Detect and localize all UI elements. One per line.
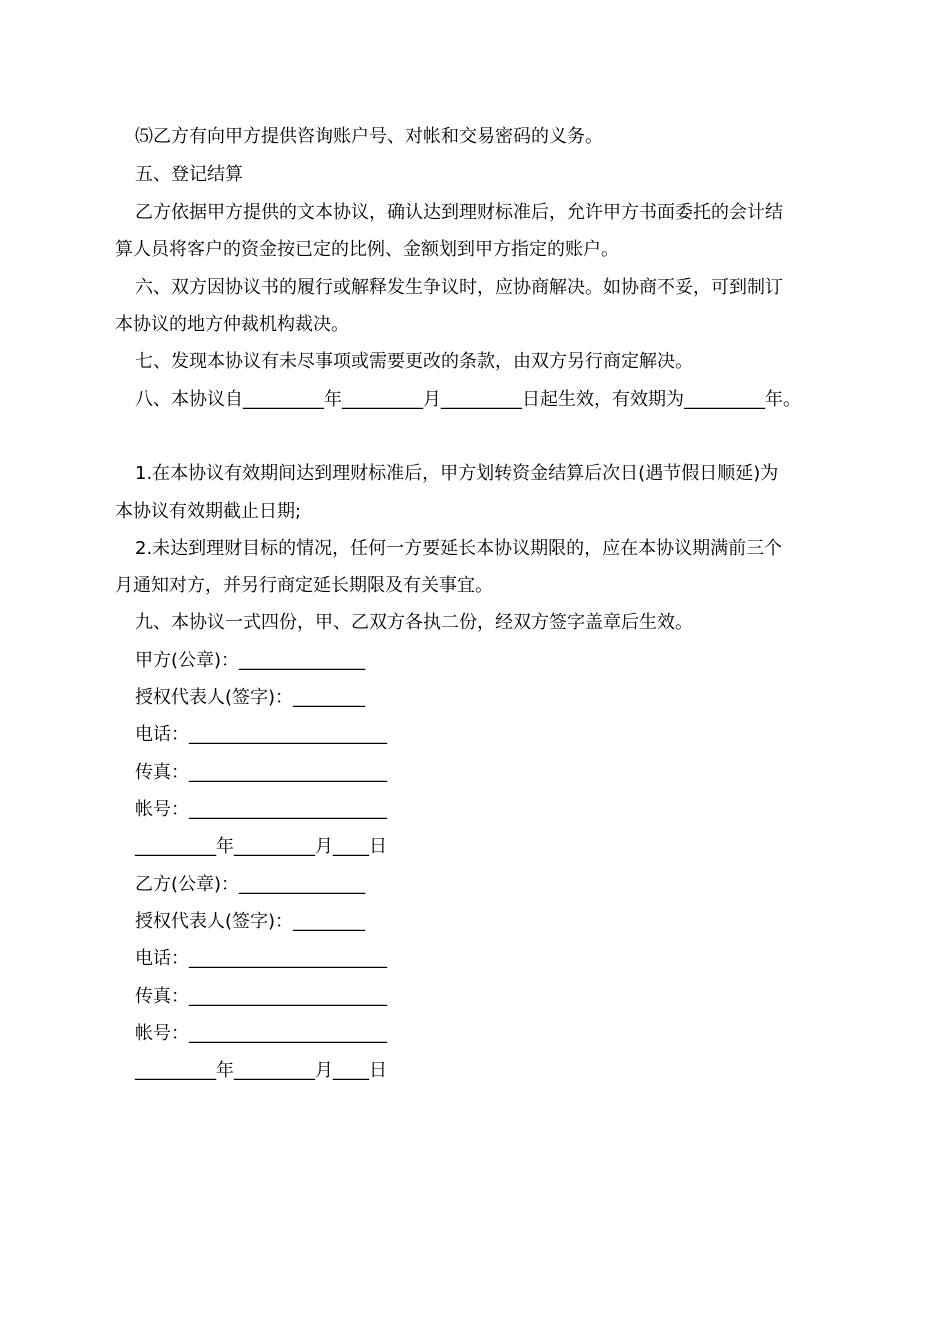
section-5-heading: 五、登记结算 [135,164,243,185]
term-1-line-2: 本协议有效期截止日期; [115,501,302,522]
party-b-account-field: 帐号：______________________ [135,1023,387,1044]
party-a-seal-field: 甲方(公章)：______________ [135,650,366,671]
party-a-representative-field: 授权代表人(签字)：________ [135,687,366,708]
clause-5-obligation: ⑸乙方有向甲方提供咨询账户号、对帐和交易密码的义务。 [135,126,603,147]
term-2-line-2: 月通知对方，并另行商定延长期限及有关事宜。 [115,575,493,596]
section-5-text-line-2: 算人员将客户的资金按已定的比例、金额划到甲方指定的账户。 [115,239,619,260]
party-b-seal-field: 乙方(公章)：______________ [135,874,366,895]
party-b-phone-field: 电话：______________________ [135,948,387,969]
section-6-text-line-2: 本协议的地方仲裁机构裁决。 [115,314,349,335]
party-b-date-field: _________年_________月____日 [135,1060,387,1081]
section-9-text: 九、本协议一式四份，甲、乙双方各执二份，经双方签字盖章后生效。 [135,612,693,633]
party-a-account-field: 帐号：______________________ [135,799,387,820]
section-7-text: 七、发现本协议有未尽事项或需要更改的条款，由双方另行商定解决。 [135,351,693,372]
party-b-representative-field: 授权代表人(签字)：________ [135,911,366,932]
term-2-line-1: 2.未达到理财目标的情况，任何一方要延长本协议期限的，应在本协议期满前三个 [135,538,783,559]
section-6-text-line-1: 六、双方因协议书的履行或解释发生争议时，应协商解决。如协商不妥，可到制订 [135,277,783,298]
party-a-date-field: _________年_________月____日 [135,836,387,857]
party-b-fax-field: 传真：______________________ [135,986,387,1007]
section-8-text: 八、本协议自_________年_________月_________日起生效，有效期为_________年。 [135,389,801,410]
term-1-line-1: 1.在本协议有效期间达到理财标准后，甲方划转资金结算后次日(遇节假日顺延)为 [135,463,779,484]
section-5-text-line-1: 乙方依据甲方提供的文本协议，确认达到理财标准后，允许甲方书面委托的会计结 [135,202,783,223]
party-a-phone-field: 电话：______________________ [135,724,387,745]
party-a-fax-field: 传真：______________________ [135,762,387,783]
